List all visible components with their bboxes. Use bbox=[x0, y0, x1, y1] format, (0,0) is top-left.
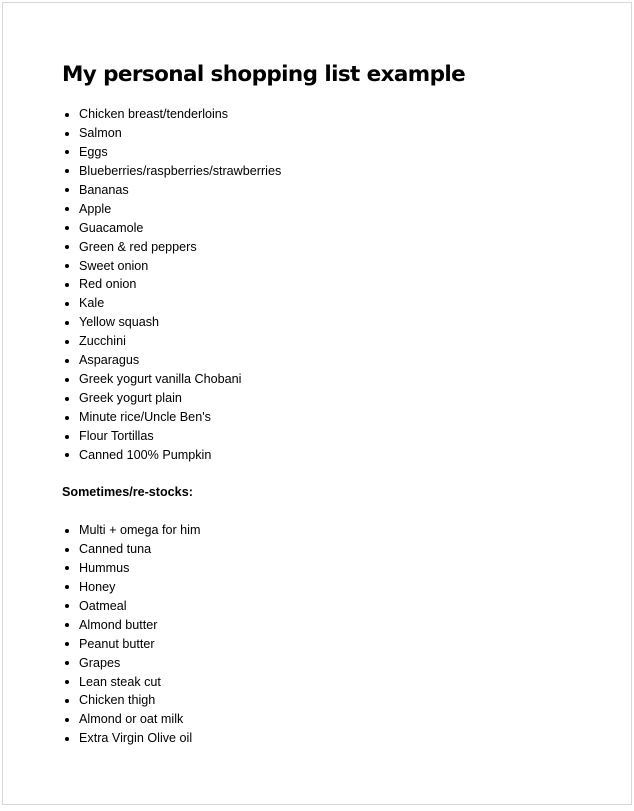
list-item-text: Multi + omega for him bbox=[79, 523, 201, 537]
bullet-icon bbox=[65, 416, 69, 420]
list-item bbox=[62, 578, 200, 597]
list-item-text: Sweet onion bbox=[79, 258, 149, 273]
bullet-icon bbox=[65, 529, 69, 533]
list-item bbox=[62, 446, 281, 465]
bullet-icon bbox=[65, 188, 69, 192]
list-item bbox=[62, 143, 281, 162]
list-item-text: Grapes bbox=[79, 655, 121, 670]
bullet-icon bbox=[65, 604, 69, 608]
list-item bbox=[62, 710, 200, 729]
bullet-icon bbox=[65, 566, 69, 570]
bullet-icon bbox=[65, 132, 69, 136]
list-item-text: Chicken breast/tenderloins bbox=[79, 107, 229, 121]
list-item-text: Bananas bbox=[79, 182, 129, 197]
list-item bbox=[62, 238, 281, 257]
bullet-icon bbox=[65, 359, 69, 363]
bullet-icon bbox=[65, 397, 69, 401]
list-item-text: Blueberries/raspberries/strawberries bbox=[79, 163, 282, 178]
page-title: My personal shopping list example bbox=[62, 62, 466, 87]
restock-heading: Sometimes/re-stocks: bbox=[62, 485, 193, 499]
bullet-icon bbox=[65, 661, 69, 665]
bullet-icon bbox=[65, 226, 69, 230]
list-item-text: Honey bbox=[79, 579, 116, 594]
bullet-icon bbox=[65, 680, 69, 684]
bullet-icon bbox=[65, 642, 69, 646]
main-shopping-list bbox=[62, 105, 281, 465]
list-item bbox=[62, 729, 200, 748]
list-item bbox=[62, 275, 281, 294]
bullet-icon bbox=[65, 321, 69, 325]
list-item bbox=[62, 181, 281, 200]
bullet-icon bbox=[65, 245, 69, 249]
restock-list bbox=[62, 521, 200, 748]
bullet-icon bbox=[65, 302, 69, 306]
list-item-text: Yellow squash bbox=[79, 315, 160, 330]
list-item bbox=[62, 313, 281, 332]
bullet-icon bbox=[65, 585, 69, 589]
list-item bbox=[62, 257, 281, 276]
list-item bbox=[62, 162, 281, 181]
list-item-text: Minute rice/Uncle Ben's bbox=[79, 410, 211, 424]
list-item-text: Almond or oat milk bbox=[79, 712, 184, 727]
list-item-text: Lean steak cut bbox=[79, 674, 161, 689]
list-item bbox=[62, 219, 281, 238]
list-item bbox=[62, 370, 281, 389]
list-item bbox=[62, 616, 200, 635]
list-item-text: Flour Tortillas bbox=[79, 428, 154, 443]
list-item-text: Almond butter bbox=[79, 617, 158, 632]
list-item-text: Salmon bbox=[79, 125, 122, 140]
list-item bbox=[62, 635, 200, 654]
list-item-text: Kale bbox=[79, 296, 105, 311]
list-item-text: Oatmeal bbox=[79, 598, 127, 613]
bullet-icon bbox=[65, 623, 69, 627]
list-item-text: Hummus bbox=[79, 560, 130, 575]
list-item bbox=[62, 673, 200, 692]
list-item bbox=[62, 124, 281, 143]
list-item-text: Guacamole bbox=[79, 220, 144, 235]
list-item-text: Asparagus bbox=[79, 353, 140, 368]
list-item bbox=[62, 521, 200, 540]
bullet-icon bbox=[65, 378, 69, 382]
list-item bbox=[62, 294, 281, 313]
list-item bbox=[62, 597, 200, 616]
bullet-icon bbox=[65, 453, 69, 457]
list-item bbox=[62, 332, 281, 351]
list-item-text: Chicken thigh bbox=[79, 693, 156, 708]
list-item bbox=[62, 408, 281, 427]
bullet-icon bbox=[65, 737, 69, 741]
list-item bbox=[62, 389, 281, 408]
bullet-icon bbox=[65, 435, 69, 439]
bullet-icon bbox=[65, 264, 69, 268]
bullet-icon bbox=[65, 113, 69, 117]
list-item-text: Extra Virgin Olive oil bbox=[79, 731, 193, 746]
bullet-icon bbox=[65, 718, 69, 722]
list-item-text: Apple bbox=[79, 201, 112, 216]
document-page bbox=[2, 2, 632, 805]
list-item bbox=[62, 540, 200, 559]
list-item-text: Zucchini bbox=[79, 334, 126, 349]
list-item-text: Peanut butter bbox=[79, 636, 155, 651]
bullet-icon bbox=[65, 150, 69, 154]
bullet-icon bbox=[65, 699, 69, 703]
list-item bbox=[62, 559, 200, 578]
bullet-icon bbox=[65, 340, 69, 344]
bullet-icon bbox=[65, 548, 69, 552]
list-item-text: Greek yogurt vanilla Chobani bbox=[79, 372, 242, 387]
list-item bbox=[62, 200, 281, 219]
list-item-text: Eggs bbox=[79, 144, 108, 159]
list-item bbox=[62, 691, 200, 710]
list-item bbox=[62, 427, 281, 446]
bullet-icon bbox=[65, 169, 69, 173]
list-item-text: Red onion bbox=[79, 277, 137, 292]
bullet-icon bbox=[65, 207, 69, 211]
list-item-text: Green & red peppers bbox=[79, 239, 197, 254]
list-item bbox=[62, 654, 200, 673]
list-item-text: Canned tuna bbox=[79, 541, 152, 556]
bullet-icon bbox=[65, 283, 69, 287]
list-item-text: Greek yogurt plain bbox=[79, 391, 182, 406]
list-item-text: Canned 100% Pumpkin bbox=[79, 447, 212, 462]
list-item bbox=[62, 105, 281, 124]
list-item bbox=[62, 351, 281, 370]
